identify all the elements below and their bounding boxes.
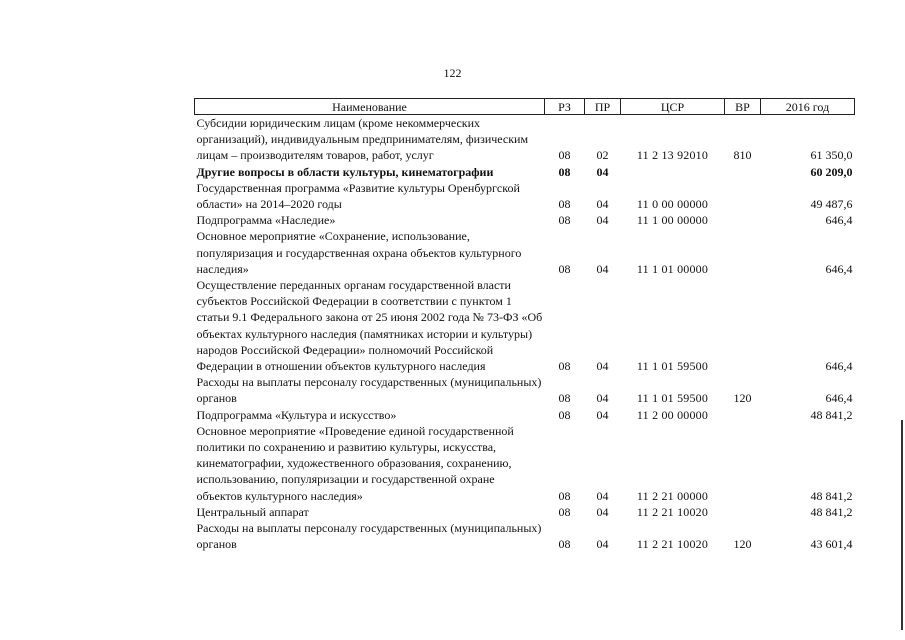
cell-pr: 04	[596, 407, 609, 422]
cell-vr: 810	[733, 148, 752, 163]
cell-name: Субсидии юридическим лицам (кроме некоммерческих организаций), индивидуальным предпринимателям, физическим лицам – производителям товаров, работ, услуг	[196, 116, 529, 163]
cell-amount: 43 601,4	[810, 537, 853, 552]
cell-pr: 04	[596, 537, 609, 552]
cell-csr: 11 2 21 10020	[636, 504, 709, 519]
cell-csr: 11 1 01 59500	[636, 391, 709, 406]
header-pr: ПР	[585, 99, 621, 115]
cell-amount: 646,4	[825, 359, 853, 374]
cell-rz: 08	[558, 407, 571, 422]
cell-rz: 08	[558, 261, 571, 276]
cell-name: Другие вопросы в области культуры, кинематографии	[196, 164, 494, 179]
cell-name: Основное мероприятие «Сохранение, использование, популяризация и государственная охрана объектов культурного наследия»	[196, 229, 522, 276]
cell-rz: 08	[558, 197, 571, 212]
cell-rz: 08	[558, 504, 571, 519]
cell-amount: 646,4	[825, 261, 853, 276]
cell-name: Центральный аппарат	[196, 504, 309, 519]
header-csr: ЦСР	[621, 99, 725, 115]
cell-csr: 11 1 01 00000	[636, 261, 709, 276]
cell-vr	[725, 228, 761, 277]
scan-edge-mark	[901, 420, 903, 630]
cell-name: Осуществление переданных органам государственной власти субъектов Российской Федерации в соответствии с пунктом 1 статьи 9.1 Федерального закона от 25 июня 2002 года № 73-ФЗ «Об объектах культурного наследия (памятниках истории и культуры) народов Российской Федерации» полномочий Российской Федерации в отношении объектов культурного наследия	[196, 278, 543, 374]
cell-vr	[725, 164, 761, 180]
table-row	[195, 374, 855, 406]
cell-rz: 08	[558, 488, 571, 503]
cell-csr	[621, 164, 725, 180]
table-body	[195, 115, 855, 553]
table-row	[195, 504, 855, 520]
header-vr: ВР	[725, 99, 761, 115]
cell-csr: 11 0 00 00000	[636, 197, 709, 212]
cell-csr: 11 2 00 00000	[636, 407, 709, 422]
cell-vr	[725, 212, 761, 228]
header-year: 2016 год	[761, 99, 855, 115]
table-row	[195, 164, 855, 180]
cell-pr: 04	[596, 213, 609, 228]
cell-pr: 04	[596, 197, 609, 212]
cell-name: Подпрограмма «Культура и искусство»	[196, 407, 397, 422]
table-header-row	[195, 99, 855, 115]
cell-pr: 04	[596, 359, 609, 374]
cell-amount: 48 841,2	[810, 504, 853, 519]
cell-csr: 11 2 13 92010	[636, 148, 709, 163]
cell-pr: 04	[596, 164, 609, 179]
cell-rz: 08	[558, 537, 571, 552]
cell-csr: 11 1 01 59500	[636, 359, 709, 374]
cell-pr: 04	[596, 391, 609, 406]
cell-name: Расходы на выплаты персоналу государственных (муниципальных) органов	[196, 521, 542, 552]
cell-rz: 08	[558, 391, 571, 406]
cell-vr	[725, 504, 761, 520]
table-row	[195, 180, 855, 212]
cell-rz: 08	[558, 213, 571, 228]
cell-amount: 646,4	[825, 213, 853, 228]
header-rz: РЗ	[545, 99, 585, 115]
cell-csr: 11 2 21 00000	[636, 488, 709, 503]
table-row	[195, 212, 855, 228]
cell-pr: 04	[596, 504, 609, 519]
budget-table	[194, 98, 855, 552]
cell-name: Государственная программа «Развитие культуры Оренбургской области» на 2014–2020 годы	[196, 180, 520, 212]
table-row	[195, 115, 855, 164]
cell-name: Расходы на выплаты персоналу государственных (муниципальных) органов	[196, 375, 542, 406]
cell-vr	[725, 423, 761, 504]
cell-vr	[725, 277, 761, 374]
table-row	[195, 228, 855, 277]
page-number: 122	[443, 66, 462, 80]
cell-vr	[725, 180, 761, 212]
cell-amount: 49 487,6	[810, 197, 853, 212]
cell-vr	[725, 407, 761, 423]
cell-amount: 48 841,2	[810, 488, 853, 503]
cell-pr: 04	[596, 488, 609, 503]
cell-pr: 04	[596, 261, 609, 276]
header-name: Наименование	[195, 99, 545, 115]
table-row	[195, 423, 855, 504]
cell-rz: 08	[558, 164, 571, 179]
table-row	[195, 407, 855, 423]
cell-vr: 120	[733, 537, 752, 552]
cell-name: Основное мероприятие «Проведение единой государственной политики по сохранению и развитию культуры, искусства, кинематографии, художественного образования, сохранению, использованию, популяризации и государственной охране объектов культурного наследия»	[196, 423, 514, 503]
table-row	[195, 520, 855, 552]
cell-csr: 11 1 00 00000	[636, 213, 709, 228]
cell-amount: 60 209,0	[810, 164, 853, 179]
cell-name: Подпрограмма «Наследие»	[196, 213, 336, 228]
cell-pr: 02	[596, 148, 609, 163]
cell-vr: 120	[733, 391, 752, 406]
cell-amount: 61 350,0	[810, 148, 853, 163]
cell-rz: 08	[558, 359, 571, 374]
cell-rz: 08	[558, 148, 571, 163]
cell-amount: 646,4	[825, 391, 853, 406]
cell-csr: 11 2 21 10020	[636, 537, 709, 552]
table-row	[195, 277, 855, 374]
cell-amount: 48 841,2	[810, 407, 853, 422]
